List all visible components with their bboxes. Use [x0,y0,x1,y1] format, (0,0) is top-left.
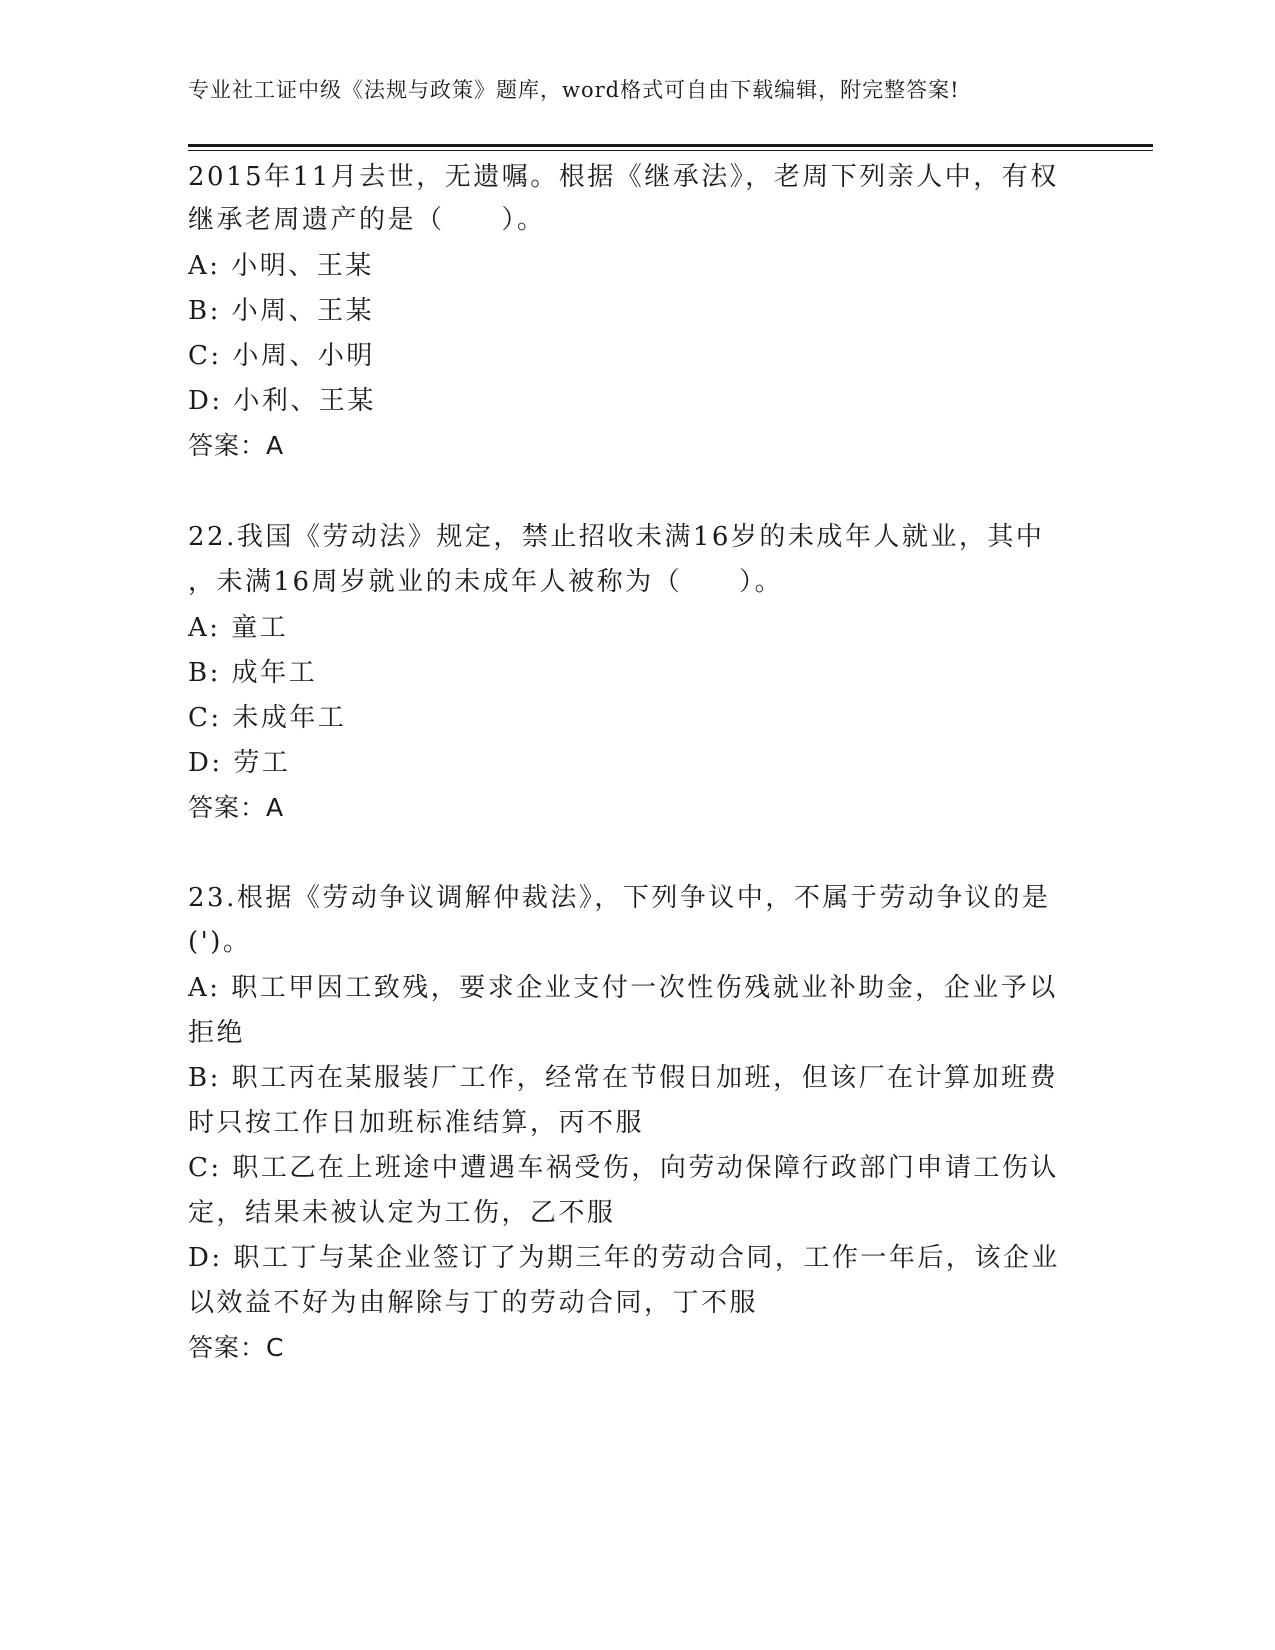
question-21-option-b: B: 小周、王某 [188,296,375,326]
question-22-option-d: D: 劳工 [188,748,291,778]
question-23-option-d-line-1: D: 职工丁与某企业签订了为期三年的劳动合同，工作一年后，该企业 [188,1243,1060,1273]
question-22-option-a: A: 童工 [188,613,289,643]
question-21-option-a: A: 小明、王某 [188,251,374,281]
question-21-option-d: D: 小利、王某 [188,386,376,416]
question-23-option-d-line-2: 以效益不好为由解除与丁的劳动合同，丁不服 [188,1288,759,1318]
header-rule-thick [188,144,1153,147]
question-22-stem-line-1: 22.我国《劳动法》规定，禁止招收未满16岁的未成年人就业，其中 [188,522,1045,552]
question-22-answer: 答案：A [188,793,285,822]
question-23-stem-line-2: (')。 [188,927,252,957]
question-23-option-a-line-2: 拒绝 [188,1018,246,1048]
question-23-option-c-line-2: 定，结果未被认定为工伤，乙不服 [188,1198,616,1228]
question-23-option-b-line-1: B: 职工丙在某服装厂工作，经常在节假日加班，但该厂在计算加班费 [188,1063,1059,1093]
question-23-answer: 答案：C [188,1333,285,1362]
question-22-option-c: C: 未成年工 [188,703,347,733]
question-21-option-c: C: 小周、小明 [188,341,375,371]
question-22-option-b: B: 成年工 [188,658,318,688]
question-23-stem-line-1: 23.根据《劳动争议调解仲裁法》，下列争议中，不属于劳动争议的是 [188,883,1051,913]
question-21-stem-line-1: 2015年11月去世，无遗嘱。根据《继承法》，老周下列亲人中，有权 [188,162,1059,192]
question-21-stem-line-2: 继承老周遗产的是（ ）。 [188,205,546,235]
header-rule-thin [188,150,1153,151]
page-header: 专业社工证中级《法规与政策》题库，word格式可自由下载编辑，附完整答案! [188,78,960,102]
question-23-option-b-line-2: 时只按工作日加班标准结算，丙不服 [188,1108,645,1138]
question-22-stem-line-2: ，未满16周岁就业的未成年人被称为（ ）。 [188,567,784,597]
question-23-option-a-line-1: A: 职工甲因工致残，要求企业支付一次性伤残就业补助金，企业予以 [188,973,1058,1003]
question-21-answer: 答案：A [188,431,285,460]
question-23-option-c-line-1: C: 职工乙在上班途中遭遇车祸受伤，向劳动保障行政部门申请工伤认 [188,1153,1059,1183]
